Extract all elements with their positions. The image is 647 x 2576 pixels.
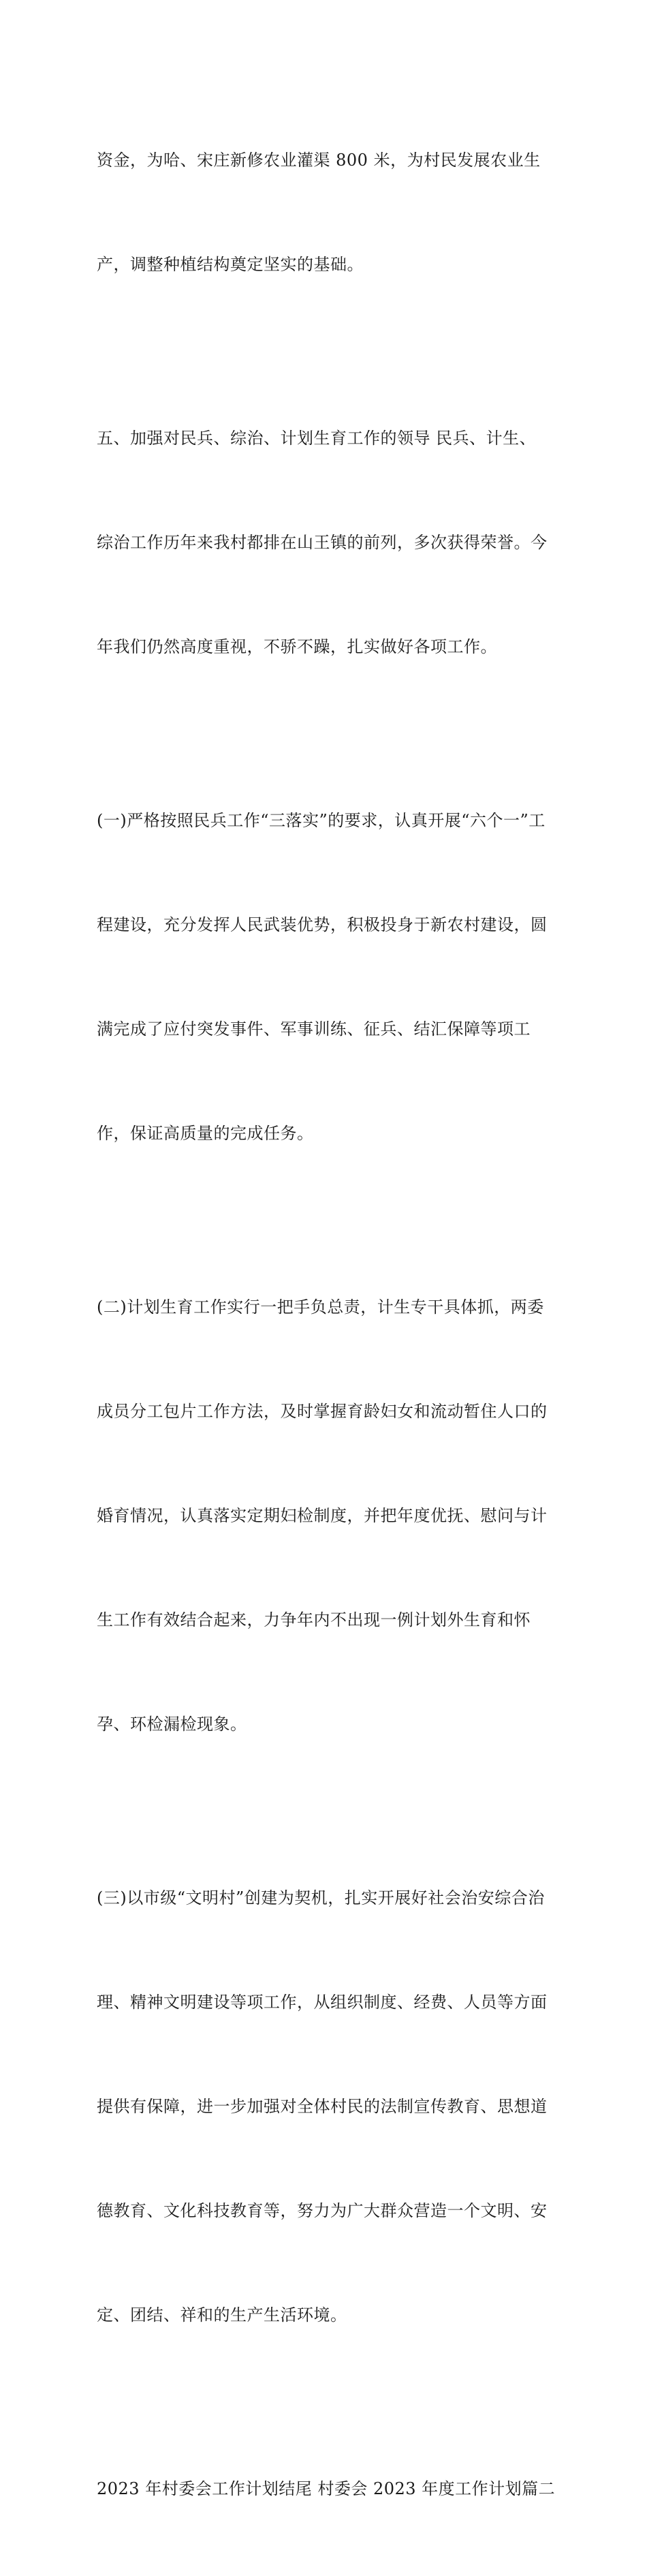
paragraph-item-three — [97, 1811, 560, 2402]
text-line: (三)以市级“文明村”创建为契机，扎实开展好社会治安综合治 — [97, 1888, 545, 1907]
text-line: (二)计划生育工作实行一把手负总责，计生专干具体抓，两委 — [97, 1298, 544, 1317]
text-line: 产，调整种植结构奠定坚实的基础。 — [97, 255, 364, 274]
text-line: (一)严格按照民兵工作“三落实”的要求，认真开展“六个一”工 — [97, 811, 546, 830]
text-line: 年我们仍然高度重视，不骄不躁，扎实做好各项工作。 — [97, 637, 497, 656]
text-line: 生工作有效结合起来，力争年内不出现一例计划外生育和怀 — [97, 1610, 531, 1629]
text-line: 德教育、文化科技教育等，努力为广大群众营造一个文明、安 — [97, 2201, 548, 2220]
text-line: 成员分工包片工作方法，及时掌握育龄妇女和流动暂住人口的 — [97, 1402, 548, 1421]
text-line: 2023 年村委会工作计划结尾 村委会 2023 年度工作计划篇二 — [97, 2479, 556, 2498]
text-line: 婚育情况，认真落实定期妇检制度，并把年度优抚、慰问与计 — [97, 1506, 548, 1525]
text-line: 提供有保障，进一步加强对全体村民的法制宣传教育、思想道 — [97, 2097, 548, 2116]
paragraph-funding — [97, 74, 560, 352]
text-line: 资金，为哈、宋庄新修农业灌渠 800 米，为村民发展农业生 — [97, 151, 541, 170]
text-line: 定、团结、祥和的生产生活环境。 — [97, 2305, 347, 2325]
paragraph-item-one — [97, 734, 560, 1221]
text-line: 五、加强对民兵、综治、计划生育工作的领导 民兵、计生、 — [97, 429, 537, 448]
text-line: 程建设，充分发挥人民武装优势，积极投身于新农村建设，圆 — [97, 915, 548, 934]
text-line: 孕、环检漏检现象。 — [97, 1715, 247, 1734]
text-line: 满完成了应付突发事件、军事训练、征兵、结汇保障等项工 — [97, 1019, 531, 1039]
text-line: 作，保证高质量的完成任务。 — [97, 1124, 314, 1143]
paragraph-item-two — [97, 1221, 560, 1811]
paragraph-section-five — [97, 352, 560, 734]
paragraph-closing-heading — [97, 2402, 560, 2576]
text-line: 综治工作历年来我村都排在山王镇的前列，多次获得荣誉。今 — [97, 533, 548, 552]
text-line: 理、精神文明建设等项工作，从组织制度、经费、人员等方面 — [97, 1993, 548, 2012]
document-body — [97, 74, 560, 2576]
